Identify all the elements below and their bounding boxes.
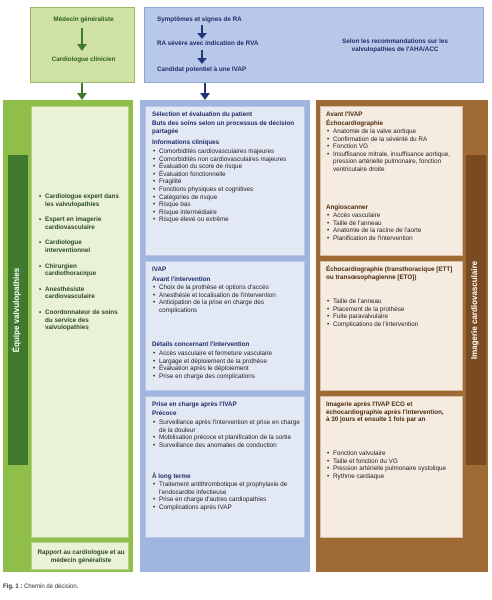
list-item: • Taille et fonction du VG bbox=[326, 458, 461, 466]
list-item: • Cardiologue interventionnel bbox=[38, 239, 124, 254]
list-item: • Surveillance après l'intervention et prise en charge de la douleur bbox=[152, 419, 302, 434]
list-item: • Taille de l'anneau bbox=[326, 298, 461, 306]
list-item: • Prise en charge d'autres cardiopathies bbox=[152, 496, 302, 504]
list-item: • Anesthésie et localisation de l'intervention bbox=[152, 292, 302, 300]
caption-label: Fig. 1 : bbox=[3, 584, 23, 590]
panel-title: Prise en charge après l'IVAP bbox=[152, 401, 237, 408]
list-item: • Accès vasculaire bbox=[326, 212, 461, 220]
clinical-info-list bbox=[152, 148, 302, 224]
long-term-care-list bbox=[152, 481, 302, 511]
section-title: Angioscanner bbox=[326, 204, 368, 211]
valve-team-list bbox=[38, 193, 124, 332]
post-tavi-imaging-list bbox=[326, 450, 461, 480]
list-item: • Évaluation après le déploiement bbox=[152, 365, 302, 373]
indication-line-3: Candidat potentiel à une IVAP bbox=[157, 66, 247, 73]
list-item: • Anesthésiste cardiovasculaire bbox=[38, 286, 124, 301]
indication-line-1: Symptômes et signes de RA bbox=[157, 16, 242, 23]
list-item: • Risque intermédiaire bbox=[152, 209, 302, 217]
section-title: Échocardiographie bbox=[326, 120, 384, 127]
list-item: • Insuffisance mitrale, insuffisance aortique, pression artérielle pulmonaire, fonction ventriculaire droite bbox=[326, 151, 461, 174]
list-item: • Fonction valvulaire bbox=[326, 450, 461, 458]
procedure-details-list bbox=[152, 350, 302, 380]
panel-subtitle: Buts des soins selon un processus de décision partagée bbox=[152, 120, 295, 135]
indication-line-2: RA sévère avec indication de RVA bbox=[157, 40, 259, 47]
list-item: • Chirurgien cardiothoracique bbox=[38, 263, 124, 278]
arrow-down-icon-head bbox=[200, 93, 210, 100]
echo-list bbox=[326, 128, 461, 174]
ct-angio-list bbox=[326, 212, 461, 242]
list-item: • Cardiologue expert dans les valvulopathies bbox=[38, 193, 124, 208]
section-title: Informations cliniques bbox=[152, 139, 220, 146]
arrow-down-icon-head bbox=[77, 93, 87, 100]
pre-tavi-imaging-panel bbox=[320, 106, 463, 256]
referral-line-1: Médecin généraliste bbox=[53, 16, 114, 23]
list-item: • Placement de la prothèse bbox=[326, 306, 461, 314]
arrow-down-icon-head bbox=[197, 58, 207, 64]
list-item: • Complications après IVAP bbox=[152, 504, 302, 512]
early-care-list bbox=[152, 419, 302, 449]
indication-box bbox=[144, 7, 484, 83]
list-item: • Comorbidités non cardiovasculaires majeures bbox=[152, 156, 302, 164]
list-item: • Largage et déploiement de la prothèse bbox=[152, 358, 302, 366]
list-item: • Fuite paravalvulaire bbox=[326, 313, 461, 321]
list-item: • Taille de l'anneau bbox=[326, 220, 461, 228]
list-item: • Évaluation fonctionnelle bbox=[152, 171, 302, 179]
list-item: • Choix de la prothèse et options d'accès bbox=[152, 284, 302, 292]
arrow-down-icon-head bbox=[77, 44, 87, 51]
list-item: • Planification de l'intervention bbox=[326, 235, 461, 243]
list-item: • Fragilité bbox=[152, 178, 302, 186]
panel-title: Échocardiographie (transthoracique [ETT] ou transœsophagienne [ETO]) bbox=[326, 266, 453, 281]
list-item: • Accès vasculaire et fermeture vasculaire bbox=[152, 350, 302, 358]
valve-team-panel bbox=[31, 106, 129, 538]
list-item: • Risque élevé ou extrême bbox=[152, 216, 302, 224]
list-item: • Anticipation de la prise en charge des complications bbox=[152, 299, 302, 314]
arrow-down-icon-head bbox=[197, 33, 207, 39]
list-item: • Risque bas bbox=[152, 201, 302, 209]
patient-selection-panel bbox=[145, 106, 305, 256]
post-tavi-panel bbox=[145, 396, 305, 538]
section-title: Détails concernant l'intervention bbox=[152, 341, 250, 348]
valve-team-label: Équipe valvulopathies bbox=[12, 267, 21, 353]
list-item: • Traitement antithrombotique et prophylaxie de l'endocardite infectieuse bbox=[152, 481, 302, 496]
list-item: • Complications de l'intervention bbox=[326, 321, 461, 329]
list-item: • Comorbidités cardiovasculaires majeures bbox=[152, 148, 302, 156]
procedural-echo-list bbox=[326, 298, 461, 328]
imaging-label: Imagerie cardiovasculaire bbox=[470, 260, 479, 360]
list-item: • Anatomie de la racine de l'aorte bbox=[326, 227, 461, 235]
list-item: • Anatomie de la valve aortique bbox=[326, 128, 461, 136]
list-item: • Fonction VG bbox=[326, 143, 461, 151]
list-item: • Expert en imagerie cardiovasculaire bbox=[38, 216, 124, 231]
section-title: Avant l'intervention bbox=[152, 276, 211, 283]
list-item: • Confirmation de la sévérité du RA bbox=[326, 136, 461, 144]
procedural-echo-panel bbox=[320, 261, 463, 391]
panel-title: Sélection et évaluation du patient bbox=[152, 111, 253, 118]
post-tavi-imaging-panel bbox=[320, 396, 463, 538]
list-item: • Surveillance des anomalies de conduction bbox=[152, 442, 302, 450]
pre-procedure-list bbox=[152, 284, 302, 314]
list-item: • Mobilisation précoce et planification de la sortie bbox=[152, 434, 302, 442]
list-item: • Rythme cardiaque bbox=[326, 473, 461, 481]
panel-title: Imagerie après l'IVAP ECG et échocardiographie après l'intervention, à 30 jours et ensuite 1 fois par an bbox=[326, 401, 444, 424]
list-item: • Fonctions physiques et cognitives bbox=[152, 186, 302, 194]
section-title: Précoce bbox=[152, 410, 177, 417]
figure-caption bbox=[3, 584, 483, 590]
panel-title: IVAP bbox=[152, 266, 167, 273]
list-item: • Pression artérielle pulmonaire systolique bbox=[326, 465, 461, 473]
report-box bbox=[31, 542, 129, 570]
guideline-note: Selon les recommandations sur les valvulopathies de l'AHA/ACC bbox=[342, 38, 448, 53]
section-title: À long terme bbox=[152, 473, 191, 480]
list-item: • Coordonnateur de soins du service des valvulopathies bbox=[38, 309, 124, 332]
tavi-procedure-panel bbox=[145, 261, 305, 391]
list-item: • Évaluation du score de risque bbox=[152, 163, 302, 171]
list-item: • Prise en charge des complications bbox=[152, 373, 302, 381]
panel-title: Avant l'IVAP bbox=[326, 111, 363, 118]
referral-line-2: Cardiologue clinicien bbox=[51, 56, 116, 63]
report-text: Rapport au cardiologue et au médecin généraliste bbox=[37, 549, 125, 564]
caption-text: Chemin de décision. bbox=[22, 584, 79, 590]
referral-box bbox=[30, 7, 135, 83]
list-item: • Catégories de risque bbox=[152, 194, 302, 202]
